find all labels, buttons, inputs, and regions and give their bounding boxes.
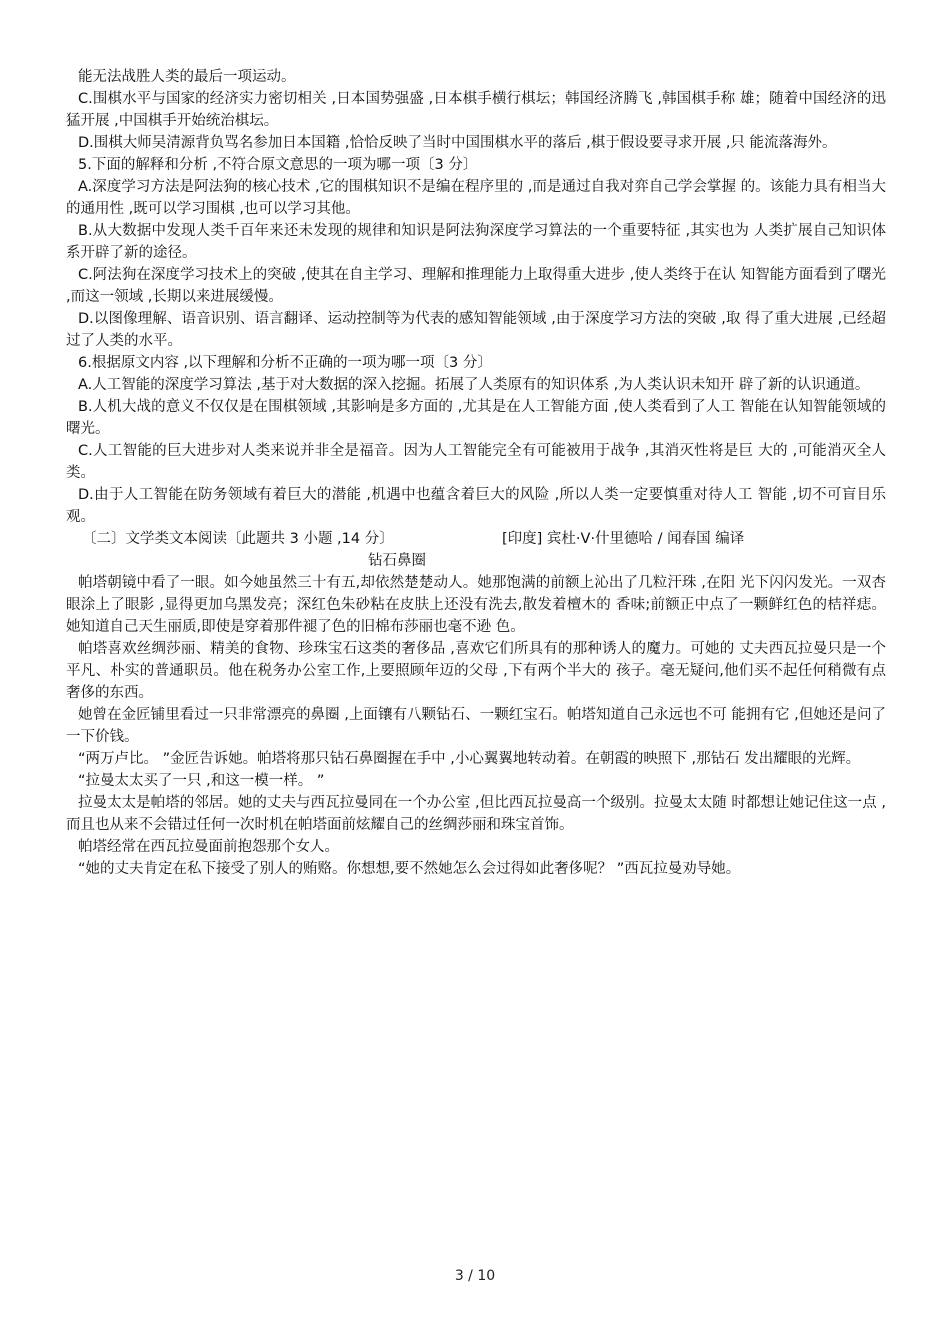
section-heading: 〔二〕文学类文本阅读〔此题共 3 小题 ,14 分〕 xyxy=(82,531,394,547)
story-paragraph: 帕塔经常在西瓦拉曼面前抱怨那个女人。 xyxy=(78,839,339,855)
question-5: 5.下面的解释和分析 ,不符合原文意思的一项为哪一项〔3 分〕 xyxy=(78,157,478,173)
paragraph-option-d: D.围棋大师吴清源背负骂名参加日本国籍 ,恰恰反映了当时中国围棋水平的落后 ,棋于假设要寻求开展 ,只 能流落海外。 xyxy=(78,135,837,151)
question-5-option-d: D.以图像理解、语音识别、语言翻译、运动控制等为代表的感知智能领域 ,由于深度学习方法的突破 ,取 得了重大进展 ,已经超过了人类的水平。 xyxy=(66,311,886,349)
story-paragraph: 她曾在金匠铺里看过一只非常漂亮的鼻圈 ,上面镶有八颗钻石、一颗红宝石。帕塔知道自己永远也不可 能拥有它 ,但她还是问了一下价钱。 xyxy=(66,707,886,745)
story-paragraph: “她的丈夫肯定在私下接受了别人的贿赂。你想想,要不然她怎么会过得如此奢侈呢？ ”西瓦拉曼劝导她。 xyxy=(78,861,741,877)
section-heading-row xyxy=(66,528,886,550)
story-author: [印度] 宾杜·V·什里德哈 / 闻春国 编译 xyxy=(502,531,745,547)
story-paragraph: “两万卢比。 ”金匠告诉她。帕塔将那只钻石鼻圈握在手中 ,小心翼翼地转动着。在朝霞的映照下 ,那钻石 发出耀眼的光辉。 xyxy=(78,751,861,767)
paragraph: 能无法战胜人类的最后一项运动。 xyxy=(78,69,296,85)
question-5-option-b: B.从大数据中发现人类千百年来还未发现的规律和知识是阿法狗深度学习算法的一个重要特征 ,其实也为 人类扩展自己知识体系开辟了新的途径。 xyxy=(66,223,886,261)
question-6-option-c: C.人工智能的巨大进步对人类来说并非全是福音。因为人工智能完全有可能被用于战争 ,其消灭性将是巨 大的 ,可能消灭全人类。 xyxy=(66,443,886,481)
question-6: 6.根据原文内容 ,以下理解和分析不正确的一项为哪一项〔3 分〕 xyxy=(78,355,492,371)
question-6-option-d: D.由于人工智能在防务领域有着巨大的潜能 ,机遇中也蕴含着巨大的风险 ,所以人类一定要慎重对待人工 智能 ,切不可盲目乐观。 xyxy=(66,487,886,525)
question-6-option-b: B.人机大战的意义不仅仅是在围棋领域 ,其影响是多方面的 ,尤其是在人工智能方面 ,使人类看到了人工 智能在认知智能领域的曙光。 xyxy=(66,399,886,437)
story-paragraph: “拉曼太太买了一只 ,和这一模一样。 ” xyxy=(78,773,325,789)
paragraph-option-c: C.围棋水平与国家的经济实力密切相关 ,日本国势强盛 ,日本棋手横行棋坛；韩国经济腾飞 ,韩国棋手称 雄；随着中国经济的迅猛开展 ,中国棋手开始统治棋坛。 xyxy=(66,91,886,129)
story-title: 钻石鼻圈 xyxy=(368,553,426,569)
page-number: 3 / 10 xyxy=(454,1268,496,1284)
story-paragraph: 拉曼太太是帕塔的邻居。她的丈夫与西瓦拉曼同在一个办公室 ,但比西瓦拉曼高一个级别。拉曼太太随 时都想让她记住这一点 ,而且也从来不会错过任何一次时机在帕塔面前炫耀自己的丝绸莎丽和珠宝首饰。 xyxy=(66,795,886,833)
question-6-option-a: A.人工智能的深度学习算法 ,基于对大数据的深入挖掘。拓展了人类原有的知识体系 ,为人类认识未知开 辟了新的认识通道。 xyxy=(78,377,870,393)
story-paragraph: 帕塔朝镜中看了一眼。如今她虽然三十有五,却依然楚楚动人。她那饱满的前额上沁出了几粒汗珠 ,在阳 光下闪闪发光。一双杏眼涂上了眼影 ,显得更加乌黑发亮；深红色朱砂粘在皮肤上还没有洗去,散发着檀木的 香味;前额正中点了一颗鲜红色的桔祥痣。她知道自己天生丽质,即使是穿着那件褪了色的旧棉布莎丽也毫不逊 色。 xyxy=(66,575,886,635)
question-5-option-a: A.深度学习方法是阿法狗的核心技术 ,它的围棋知识不是编在程序里的 ,而是通过自我对弈自己学会掌握 的。该能力具有相当大的通用性 ,既可以学习围棋 ,也可以学习其他。 xyxy=(66,179,886,217)
question-5-option-c: C.阿法狗在深度学习技术上的突破 ,使其在自主学习、理解和推理能力上取得重大进步 ,使人类终于在认 知智能方面看到了曙光 ,而这一领域 ,长期以来进展缓慢。 xyxy=(66,267,886,305)
page-content xyxy=(66,66,886,880)
story-paragraph: 帕塔喜欢丝绸莎丽、精美的食物、珍珠宝石这类的奢侈品 ,喜欢它们所具有的那种诱人的魔力。可她的 丈夫西瓦拉曼只是一个平凡、朴实的普通职员。他在税务办公室工作,上要照顾年迈的父母 ,下有两个半大的 孩子。毫无疑问,他们买不起任何稍微有点奢侈的东西。 xyxy=(66,641,886,701)
